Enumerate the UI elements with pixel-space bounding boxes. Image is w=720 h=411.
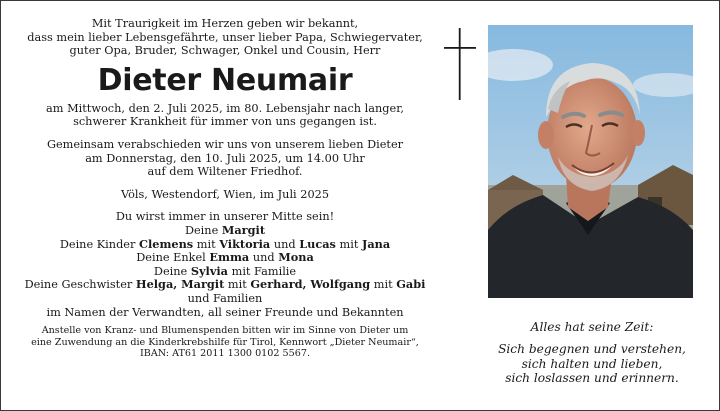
mourner-text: Deine [153, 264, 191, 278]
deceased-name: Dieter Neumair [97, 62, 353, 98]
intro-text [23, 17, 427, 58]
funeral-line: Gemeinsam verabschieden wir uns von unserem lieben Dieter [46, 137, 404, 151]
mourner-grandchildren [23, 251, 427, 265]
mourner-text: mit [370, 278, 397, 292]
mourner-name: Gerhard, Wolfgang [250, 277, 371, 292]
death-line: am Mittwoch, den 2. Juli 2025, im 80. Lebensjahr nach langer, [46, 101, 404, 115]
funeral-line: am Donnerstag, den 10. Juli 2025, um 14.00 Uhr [85, 151, 365, 165]
poem-line: Sich begegnen und verstehen, [498, 341, 686, 356]
mourner-text: und [270, 237, 300, 251]
mourner-families: und Familien [187, 291, 263, 305]
mourner-sister [23, 265, 427, 279]
poem-line: sich halten und lieben, [521, 356, 663, 371]
mourner-text: Deine [184, 223, 222, 237]
mourner-name: Lucas [299, 236, 336, 251]
mourner-text: Deine Kinder [59, 237, 139, 251]
mourner-name: Emma [209, 250, 250, 265]
poem [479, 320, 705, 386]
death-line: schwerer Krankheit für immer von uns gegangen ist. [73, 115, 377, 129]
mourners-list [23, 224, 427, 319]
mourner-name: Margit [221, 222, 266, 237]
intro-line: dass mein lieber Lebensgefährte, unser lieber Papa, Schwiegervater, [27, 30, 423, 44]
donation-note [23, 325, 427, 360]
mourner-relatives: im Namen der Verwandten, all seiner Freunde und Bekannten [46, 305, 404, 319]
mourner-text: Deine Geschwister [24, 278, 136, 292]
donation-line: eine Zuwendung an die Kinderkrebshilfe für Tirol, Kennwort „Dieter Neumair“, [31, 336, 419, 348]
mourner-text: mit [335, 237, 362, 251]
mourner-name: Clemens [138, 236, 194, 251]
poem-title: Alles hat seine Zeit: [530, 320, 654, 334]
obituary-text [23, 17, 427, 360]
mourner-text: mit [193, 237, 220, 251]
mourner-partner [23, 224, 427, 238]
intro-line: Mit Traurigkeit im Herzen geben wir bekannt, [91, 17, 359, 30]
mourner-children [23, 238, 427, 252]
mourner-name: Helga, Margit [135, 277, 225, 292]
mourner-text: und [249, 251, 279, 265]
mourner-siblings [23, 278, 427, 292]
funeral-line: auf dem Wiltener Friedhof. [147, 165, 303, 179]
mourner-text: mit [224, 278, 251, 292]
mourner-text: Deine Enkel [136, 251, 210, 265]
mourner-name: Viktoria [219, 236, 271, 251]
death-announcement [23, 102, 427, 129]
donation-line: IBAN: AT61 2011 1300 0102 5567. [139, 348, 311, 360]
cross-icon [444, 28, 476, 100]
mourner-text: mit Familie [228, 264, 297, 278]
mourner-name: Jana [361, 236, 391, 251]
remembrance-line: Du wirst immer in unserer Mitte sein! [115, 210, 335, 224]
mourner-name: Sylvia [190, 263, 229, 278]
place-date: Völs, Westendorf, Wien, im Juli 2025 [120, 187, 330, 201]
mourner-name: Mona [278, 250, 314, 265]
funeral-info [23, 138, 427, 179]
intro-line: guter Opa, Bruder, Schwager, Onkel und Cousin, Herr [69, 44, 381, 58]
portrait-photo [488, 25, 693, 298]
poem-line: sich loslassen und erinnern. [505, 371, 679, 386]
donation-line: Anstelle von Kranz- und Blumenspenden bitten wir im Sinne von Dieter um [41, 325, 409, 337]
mourner-name: Gabi [396, 277, 426, 292]
